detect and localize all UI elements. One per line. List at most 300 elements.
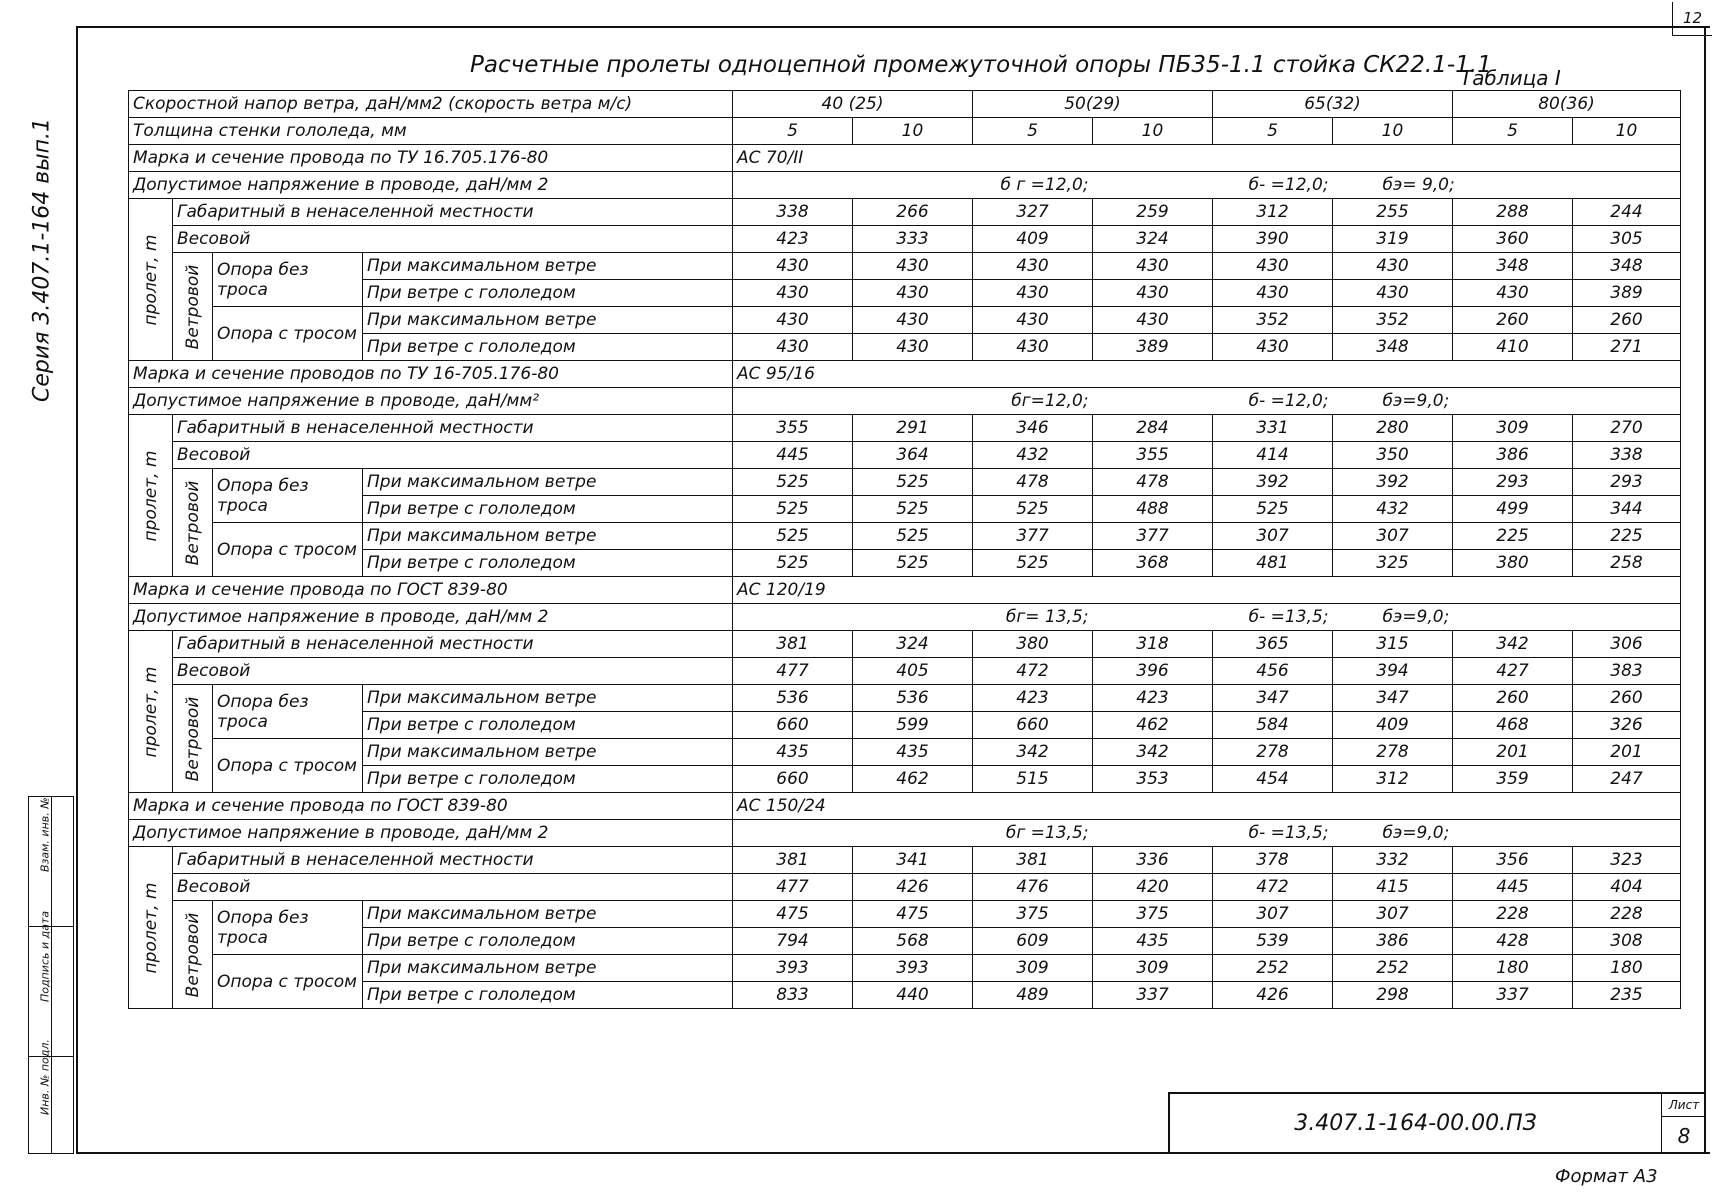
span-value: 309: [1093, 955, 1213, 982]
span-value: 381: [733, 847, 853, 874]
stamp-cell-replace: Взам. инв. №: [29, 797, 73, 927]
span-value: 525: [853, 523, 973, 550]
span-value: 472: [1213, 874, 1333, 901]
span-value: 364: [853, 442, 973, 469]
gab-label: Габаритный в ненаселенной местности: [173, 199, 733, 226]
stress-value: бэ= 9,0;: [1333, 172, 1681, 199]
span-value: 435: [733, 739, 853, 766]
span-value: 293: [1453, 469, 1573, 496]
span-value: 525: [1213, 496, 1333, 523]
wind-value-4: 80(36): [1453, 91, 1681, 118]
span-value: 259: [1093, 199, 1213, 226]
span-value: 430: [1093, 253, 1213, 280]
span-value: 271: [1573, 334, 1681, 361]
ice-wind-label: При ветре с гололедом: [363, 496, 733, 523]
weight-label: Весовой: [173, 226, 733, 253]
weight-label: Весовой: [173, 442, 733, 469]
ice-value: 10: [1333, 118, 1453, 145]
span-row-nc-max: [129, 469, 1681, 496]
no-cable-label: Опора без троса: [213, 469, 363, 523]
wind-group-cell: [173, 469, 213, 577]
stress-row: [129, 388, 1681, 415]
stress-value: бэ=9,0;: [1333, 388, 1681, 415]
span-value: 324: [853, 631, 973, 658]
span-value: 445: [1453, 874, 1573, 901]
format-label: Формат А3: [1555, 1166, 1658, 1187]
span-value: 430: [973, 280, 1093, 307]
span-value: 309: [973, 955, 1093, 982]
span-value: 475: [853, 901, 973, 928]
with-cable-label: Опора с тросом: [213, 739, 363, 793]
span-value: 307: [1213, 901, 1333, 928]
span-value: 426: [1213, 982, 1333, 1009]
stress-label: Допустимое напряжение в проводе, даН/мм 2: [129, 172, 733, 199]
span-row-wc-max: [129, 523, 1681, 550]
span-value: 342: [1093, 739, 1213, 766]
ice-wind-label: При ветре с гололедом: [363, 928, 733, 955]
wire-mark-row: [129, 577, 1681, 604]
ice-value: 5: [1213, 118, 1333, 145]
span-value: 477: [733, 658, 853, 685]
span-value: 476: [973, 874, 1093, 901]
span-value: 409: [973, 226, 1093, 253]
sheet-box: [1662, 1092, 1706, 1154]
stress-value: бг =13,5;: [733, 820, 1093, 847]
span-label: пролет, m: [140, 882, 161, 973]
span-value: 352: [1333, 307, 1453, 334]
wire-mark-row: [129, 793, 1681, 820]
span-value: 430: [733, 253, 853, 280]
span-label: пролет, m: [140, 234, 161, 325]
span-value: 336: [1093, 847, 1213, 874]
span-value: 432: [973, 442, 1093, 469]
wind-group-label: Ветровой: [182, 480, 203, 565]
gab-label: Габаритный в ненаселенной местности: [173, 415, 733, 442]
span-value: 348: [1333, 334, 1453, 361]
span-value: 377: [1093, 523, 1213, 550]
span-value: 333: [853, 226, 973, 253]
span-value: 201: [1573, 739, 1681, 766]
span-value: 324: [1093, 226, 1213, 253]
max-wind-label: При максимальном ветре: [363, 523, 733, 550]
span-value: 338: [1573, 442, 1681, 469]
span-row-wc-max: [129, 307, 1681, 334]
span-value: 481: [1213, 550, 1333, 577]
span-row-weight: [129, 226, 1681, 253]
wind-group-label: Ветровой: [182, 264, 203, 349]
span-value: 365: [1213, 631, 1333, 658]
span-label-cell: [129, 415, 173, 577]
document-code: 3.407.1-164-00.00.ПЗ: [1168, 1092, 1662, 1154]
span-value: 525: [733, 523, 853, 550]
wire-type: АС 120/19: [733, 577, 1681, 604]
stress-value: бг=12,0;: [733, 388, 1093, 415]
span-value: 255: [1333, 199, 1453, 226]
span-value: 430: [973, 253, 1093, 280]
span-value: 430: [1333, 280, 1453, 307]
span-value: 475: [733, 901, 853, 928]
span-value: 833: [733, 982, 853, 1009]
stress-value: б- =13,5;: [1093, 604, 1333, 631]
span-value: 347: [1213, 685, 1333, 712]
span-value: 348: [1573, 253, 1681, 280]
span-value: 375: [1093, 901, 1213, 928]
wind-group-cell: [173, 901, 213, 1009]
max-wind-label: При максимальном ветре: [363, 955, 733, 982]
span-value: 525: [853, 496, 973, 523]
stress-value: бэ=9,0;: [1333, 820, 1681, 847]
ice-wind-label: При ветре с гололедом: [363, 334, 733, 361]
span-value: 353: [1093, 766, 1213, 793]
span-value: 405: [853, 658, 973, 685]
with-cable-label: Опора с тросом: [213, 523, 363, 577]
span-value: 368: [1093, 550, 1213, 577]
sheet-corner-number: 12: [1672, 2, 1712, 36]
ice-wind-label: При ветре с гололедом: [363, 712, 733, 739]
span-row-nc-max: [129, 253, 1681, 280]
wire-mark-label: Марка и сечение проводов по ТУ 16-705.176-80: [129, 361, 733, 388]
stress-label: Допустимое напряжение в проводе, даН/мм 2: [129, 604, 733, 631]
wire-type: АС 95/16: [733, 361, 1681, 388]
span-value: 356: [1453, 847, 1573, 874]
wind-label: Скоростной напор ветра, даН/мм2 (скорость ветра м/с): [129, 91, 733, 118]
span-row-wc-max: [129, 739, 1681, 766]
span-value: 432: [1333, 496, 1453, 523]
span-label-cell: [129, 847, 173, 1009]
span-value: 394: [1333, 658, 1453, 685]
span-value: 312: [1213, 199, 1333, 226]
span-value: 280: [1333, 415, 1453, 442]
span-row-gab: [129, 199, 1681, 226]
span-value: 423: [1093, 685, 1213, 712]
span-value: 430: [1213, 334, 1333, 361]
stress-value: б- =12,0;: [1093, 172, 1333, 199]
span-value: 404: [1573, 874, 1681, 901]
span-value: 525: [973, 496, 1093, 523]
wind-group-label: Ветровой: [182, 912, 203, 997]
wind-group-cell: [173, 253, 213, 361]
header-ice-row: [129, 118, 1681, 145]
span-value: 355: [733, 415, 853, 442]
span-value: 309: [1453, 415, 1573, 442]
no-cable-label: Опора без троса: [213, 253, 363, 307]
span-value: 278: [1213, 739, 1333, 766]
span-value: 338: [733, 199, 853, 226]
span-value: 378: [1213, 847, 1333, 874]
span-value: 348: [1453, 253, 1573, 280]
ice-value: 10: [1093, 118, 1213, 145]
ice-wind-label: При ветре с гололедом: [363, 550, 733, 577]
span-value: 252: [1213, 955, 1333, 982]
span-value: 375: [973, 901, 1093, 928]
span-value: 389: [1573, 280, 1681, 307]
span-value: 539: [1213, 928, 1333, 955]
span-value: 347: [1333, 685, 1453, 712]
wire-type: АС 70/II: [733, 145, 1681, 172]
span-value: 440: [853, 982, 973, 1009]
stress-row: [129, 604, 1681, 631]
span-value: 454: [1213, 766, 1333, 793]
span-value: 410: [1453, 334, 1573, 361]
span-value: 266: [853, 199, 973, 226]
span-value: 201: [1453, 739, 1573, 766]
span-value: 386: [1333, 928, 1453, 955]
wind-value-1: 40 (25): [733, 91, 973, 118]
span-value: 315: [1333, 631, 1453, 658]
span-value: 288: [1453, 199, 1573, 226]
span-value: 323: [1573, 847, 1681, 874]
ice-wind-label: При ветре с гололедом: [363, 982, 733, 1009]
span-value: 327: [973, 199, 1093, 226]
span-value: 430: [733, 334, 853, 361]
span-value: 584: [1213, 712, 1333, 739]
span-value: 260: [1453, 307, 1573, 334]
header-wind-row: [129, 91, 1681, 118]
span-value: 499: [1453, 496, 1573, 523]
span-value: 225: [1453, 523, 1573, 550]
span-row-nc-max: [129, 685, 1681, 712]
span-value: 536: [733, 685, 853, 712]
span-value: 225: [1573, 523, 1681, 550]
span-value: 462: [853, 766, 973, 793]
span-value: 377: [973, 523, 1093, 550]
gab-label: Габаритный в ненаселенной местности: [173, 631, 733, 658]
span-value: 307: [1213, 523, 1333, 550]
with-cable-label: Опора с тросом: [213, 307, 363, 361]
span-value: 298: [1333, 982, 1453, 1009]
frame-right-edge: [1704, 26, 1706, 1154]
wire-mark-label: Марка и сечение провода по ГОСТ 839-80: [129, 793, 733, 820]
span-value: 435: [1093, 928, 1213, 955]
span-value: 430: [1093, 307, 1213, 334]
span-value: 383: [1573, 658, 1681, 685]
span-value: 430: [973, 307, 1093, 334]
span-value: 660: [733, 712, 853, 739]
ice-value: 5: [733, 118, 853, 145]
span-value: 393: [733, 955, 853, 982]
stress-value: б- =12,0;: [1093, 388, 1333, 415]
span-value: 430: [733, 307, 853, 334]
span-value: 247: [1573, 766, 1681, 793]
ice-value: 10: [853, 118, 973, 145]
span-value: 414: [1213, 442, 1333, 469]
span-value: 430: [1453, 280, 1573, 307]
span-value: 307: [1333, 523, 1453, 550]
ice-label: Толщина стенки гололеда, мм: [129, 118, 733, 145]
span-value: 180: [1573, 955, 1681, 982]
wire-mark-label: Марка и сечение провода по ТУ 16.705.176-80: [129, 145, 733, 172]
span-value: 252: [1333, 955, 1453, 982]
span-row-gab: [129, 847, 1681, 874]
span-value: 423: [733, 226, 853, 253]
span-value: 325: [1333, 550, 1453, 577]
span-value: 525: [733, 550, 853, 577]
max-wind-label: При максимальном ветре: [363, 469, 733, 496]
span-value: 430: [1213, 253, 1333, 280]
max-wind-label: При максимальном ветре: [363, 253, 733, 280]
ice-wind-label: При ветре с гололедом: [363, 280, 733, 307]
stress-value: бэ=9,0;: [1333, 604, 1681, 631]
weight-label: Весовой: [173, 874, 733, 901]
max-wind-label: При максимальном ветре: [363, 307, 733, 334]
span-row-weight: [129, 658, 1681, 685]
span-value: 260: [1573, 685, 1681, 712]
span-value: 270: [1573, 415, 1681, 442]
page-title: Расчетные пролеты одноцепной промежуточной опоры ПБ35-1.1 стойка СК22.1-1.1: [470, 52, 1492, 78]
stress-label: Допустимое напряжение в проводе, даН/мм²: [129, 388, 733, 415]
span-value: 428: [1453, 928, 1573, 955]
ice-wind-label: При ветре с гололедом: [363, 766, 733, 793]
span-value: 319: [1333, 226, 1453, 253]
span-value: 360: [1453, 226, 1573, 253]
gab-label: Габаритный в ненаселенной местности: [173, 847, 733, 874]
stress-row: [129, 172, 1681, 199]
span-value: 389: [1093, 334, 1213, 361]
span-value: 478: [1093, 469, 1213, 496]
span-value: 326: [1573, 712, 1681, 739]
span-value: 478: [973, 469, 1093, 496]
span-value: 515: [973, 766, 1093, 793]
span-row-gab: [129, 631, 1681, 658]
span-value: 794: [733, 928, 853, 955]
sheet-number: 8: [1677, 1124, 1691, 1148]
span-value: 386: [1453, 442, 1573, 469]
span-value: 430: [1333, 253, 1453, 280]
span-value: 344: [1573, 496, 1681, 523]
with-cable-label: Опора с тросом: [213, 955, 363, 1009]
span-value: 445: [733, 442, 853, 469]
span-value: 430: [1093, 280, 1213, 307]
span-value: 352: [1213, 307, 1333, 334]
span-value: 293: [1573, 469, 1681, 496]
wire-type: АС 150/24: [733, 793, 1681, 820]
wind-group-label: Ветровой: [182, 696, 203, 781]
span-value: 381: [733, 631, 853, 658]
span-value: 430: [853, 253, 973, 280]
span-value: 599: [853, 712, 973, 739]
span-value: 489: [973, 982, 1093, 1009]
span-value: 609: [973, 928, 1093, 955]
span-value: 427: [1453, 658, 1573, 685]
span-value: 308: [1573, 928, 1681, 955]
span-value: 430: [853, 280, 973, 307]
span-value: 456: [1213, 658, 1333, 685]
span-value: 332: [1333, 847, 1453, 874]
span-row-weight: [129, 874, 1681, 901]
span-value: 525: [733, 496, 853, 523]
span-value: 341: [853, 847, 973, 874]
span-value: 435: [853, 739, 973, 766]
table-label: Таблица I: [1460, 66, 1561, 90]
span-value: 415: [1333, 874, 1453, 901]
max-wind-label: При максимальном ветре: [363, 901, 733, 928]
span-value: 380: [973, 631, 1093, 658]
span-row-weight: [129, 442, 1681, 469]
span-value: 284: [1093, 415, 1213, 442]
span-value: 426: [853, 874, 973, 901]
span-value: 305: [1573, 226, 1681, 253]
sheet-label: Лист: [1662, 1094, 1706, 1117]
span-value: 536: [853, 685, 973, 712]
span-label: пролет, m: [140, 450, 161, 541]
span-value: 525: [853, 550, 973, 577]
weight-label: Весовой: [173, 658, 733, 685]
stamp-cell-inv: Инв. № подл.: [29, 1057, 73, 1153]
span-value: 278: [1333, 739, 1453, 766]
wire-mark-row: [129, 145, 1681, 172]
span-value: 420: [1093, 874, 1213, 901]
span-value: 331: [1213, 415, 1333, 442]
span-value: 260: [1573, 307, 1681, 334]
span-value: 180: [1453, 955, 1573, 982]
series-label: [12, 100, 72, 420]
span-value: 228: [1573, 901, 1681, 928]
stamp-column: [28, 796, 74, 1154]
span-value: 306: [1573, 631, 1681, 658]
wind-value-2: 50(29): [973, 91, 1213, 118]
span-value: 423: [973, 685, 1093, 712]
span-value: 468: [1453, 712, 1573, 739]
span-value: 525: [853, 469, 973, 496]
span-value: 260: [1453, 685, 1573, 712]
span-label-cell: [129, 199, 173, 361]
ice-value: 10: [1573, 118, 1681, 145]
span-value: 337: [1093, 982, 1213, 1009]
span-value: 430: [973, 334, 1093, 361]
wind-group-cell: [173, 685, 213, 793]
span-value: 660: [973, 712, 1093, 739]
stress-value: б- =13,5;: [1093, 820, 1333, 847]
span-value: 392: [1333, 469, 1453, 496]
span-value: 228: [1453, 901, 1573, 928]
span-value: 244: [1573, 199, 1681, 226]
span-value: 472: [973, 658, 1093, 685]
span-value: 381: [973, 847, 1093, 874]
span-value: 380: [1453, 550, 1573, 577]
ice-value: 5: [1453, 118, 1573, 145]
span-value: 477: [733, 874, 853, 901]
wire-mark-row: [129, 361, 1681, 388]
span-value: 430: [853, 307, 973, 334]
max-wind-label: При максимальном ветре: [363, 685, 733, 712]
span-value: 312: [1333, 766, 1453, 793]
span-value: 350: [1333, 442, 1453, 469]
span-row-wc-max: [129, 955, 1681, 982]
ice-value: 5: [973, 118, 1093, 145]
span-value: 396: [1093, 658, 1213, 685]
span-value: 291: [853, 415, 973, 442]
span-value: 568: [853, 928, 973, 955]
span-label-cell: [129, 631, 173, 793]
span-row-gab: [129, 415, 1681, 442]
span-value: 342: [973, 739, 1093, 766]
span-value: 430: [853, 334, 973, 361]
span-value: 346: [973, 415, 1093, 442]
span-value: 258: [1573, 550, 1681, 577]
span-value: 390: [1213, 226, 1333, 253]
spans-table: [128, 90, 1681, 1009]
span-value: 430: [733, 280, 853, 307]
span-value: 307: [1333, 901, 1453, 928]
span-value: 393: [853, 955, 973, 982]
span-value: 235: [1573, 982, 1681, 1009]
span-value: 488: [1093, 496, 1213, 523]
span-value: 462: [1093, 712, 1213, 739]
no-cable-label: Опора без троса: [213, 901, 363, 955]
series-text: Серия 3.407.1-164 вып.1: [29, 118, 55, 402]
span-value: 409: [1333, 712, 1453, 739]
no-cable-label: Опора без троса: [213, 685, 363, 739]
